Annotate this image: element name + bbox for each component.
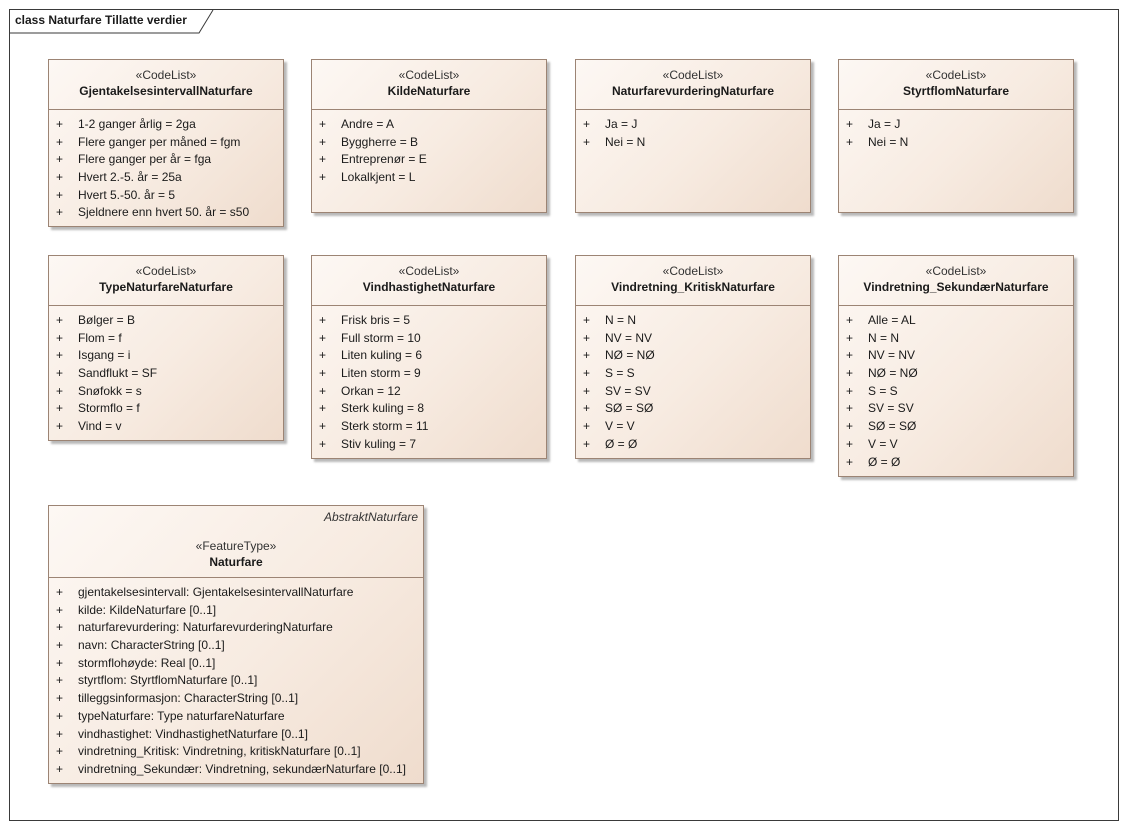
attribute[interactable]: + Byggherre = B [312,134,546,152]
attribute-list [49,110,283,222]
attribute[interactable]: + stormflohøyde: Real [0..1] [49,655,423,673]
attribute[interactable]: + Sterk kuling = 8 [312,400,546,418]
visibility-marker: + [319,134,327,149]
class-name: Naturfare [209,555,263,569]
visibility-marker: + [56,134,64,149]
class-name: Vindretning_KritiskNaturfare [611,280,775,294]
visibility-marker: + [583,436,591,451]
visibility-marker: + [56,187,64,202]
attribute[interactable]: + S = S [839,383,1073,401]
class-kilde[interactable] [311,59,547,213]
class-naturfare[interactable] [48,505,424,784]
visibility-marker: + [319,419,327,434]
visibility-marker: + [56,638,64,653]
attribute[interactable]: + Ø = Ø [576,436,810,454]
attribute[interactable]: + Flere ganger per måned = fgm [49,134,283,152]
visibility-marker: + [319,117,327,131]
attribute-list [312,306,546,454]
visibility-marker: + [319,170,327,185]
attribute[interactable]: + Liten storm = 9 [312,365,546,383]
attribute-list [576,110,810,151]
visibility-marker: + [56,620,64,635]
diagram-title: class Naturfare Tillatte verdier [15,13,187,27]
visibility-marker: + [56,170,64,185]
visibility-marker: + [846,134,854,149]
attribute[interactable]: + Entreprenør = E [312,151,546,169]
attribute-list [839,110,1073,151]
diagram-frame-tab [9,9,214,33]
attribute[interactable]: + Nei = N [839,134,1073,152]
class-name: StyrtflomNaturfare [902,84,1010,98]
visibility-marker: + [846,383,854,398]
attribute[interactable]: + Sandflukt = SF [49,365,283,383]
visibility-marker: + [56,585,64,599]
visibility-marker: + [56,708,64,723]
attribute[interactable]: + Ja = J [576,116,810,134]
attribute[interactable]: + Bølger = B [49,312,283,330]
visibility-marker: + [56,419,64,434]
stereotype-label: «FeatureType» [195,539,277,553]
class-vindretning-kritisk[interactable] [575,255,811,459]
class-vindhastighet[interactable] [311,255,547,459]
class-name: GjentakelsesintervallNaturfare [79,84,253,98]
visibility-marker: + [846,436,854,451]
visibility-marker: + [56,602,64,617]
attribute[interactable]: + Frisk bris = 5 [312,312,546,330]
class-styrtflom[interactable] [838,59,1074,213]
visibility-marker: + [319,401,327,416]
attribute[interactable]: + styrtflom: StyrtflomNaturfare [0..1] [49,672,423,690]
visibility-marker: + [56,117,64,131]
attribute[interactable]: + SV = SV [576,383,810,401]
class-name: TypeNaturfareNaturfare [99,280,233,294]
visibility-marker: + [583,366,591,381]
class-header [49,60,283,110]
class-header [312,256,546,306]
attribute[interactable]: + V = V [839,436,1073,454]
visibility-marker: + [56,383,64,398]
visibility-marker: + [56,726,64,741]
attribute[interactable]: + V = V [576,418,810,436]
visibility-marker: + [56,655,64,670]
attribute[interactable]: + gjentakelsesintervall: GjentakelsesintervallNaturfare [49,584,423,602]
attribute[interactable]: + tilleggsinformasjon: CharacterString [0..1] [49,690,423,708]
visibility-marker: + [56,152,64,167]
visibility-marker: + [846,454,854,469]
class-naturfarevurdering[interactable] [575,59,811,213]
attribute[interactable]: + Ja = J [839,116,1073,134]
attribute[interactable]: + Stormflo = f [49,400,283,418]
class-name: KildeNaturfare [387,84,471,98]
visibility-marker: + [319,436,327,451]
visibility-marker: + [583,401,591,416]
visibility-marker: + [56,744,64,759]
attribute[interactable]: + SØ = SØ [576,400,810,418]
attribute[interactable]: + Alle = AL [839,312,1073,330]
visibility-marker: + [56,205,64,220]
visibility-marker: + [846,117,854,131]
visibility-marker: + [56,313,64,327]
visibility-marker: + [56,348,64,363]
attribute[interactable]: + Liten kuling = 6 [312,347,546,365]
class-header [839,256,1073,306]
attribute[interactable]: + Sterk storm = 11 [312,418,546,436]
attribute[interactable]: + 1-2 ganger årlig = 2ga [49,116,283,134]
class-gjentakelsesintervall[interactable] [48,59,284,227]
attribute[interactable]: + Nei = N [576,134,810,152]
class-name: NaturfarevurderingNaturfare [611,84,775,98]
attribute[interactable]: + Stiv kuling = 7 [312,436,546,454]
visibility-marker: + [846,401,854,416]
attribute[interactable]: + Sjeldnere enn hvert 50. år = s50 [49,204,283,222]
stereotype-label: «CodeList» [925,264,987,278]
visibility-marker: + [319,330,327,345]
attribute[interactable]: + N = N [839,330,1073,348]
class-header [49,506,423,578]
attribute-list [312,110,546,187]
visibility-marker: + [583,348,591,363]
visibility-marker: + [583,383,591,398]
attribute[interactable]: + SØ = SØ [839,418,1073,436]
attribute[interactable]: + Snøfokk = s [49,383,283,401]
visibility-marker: + [846,348,854,363]
stereotype-label: «CodeList» [398,264,460,278]
visibility-marker: + [56,691,64,706]
visibility-marker: + [846,313,854,327]
attribute[interactable]: + Isgang = i [49,347,283,365]
attribute[interactable]: + S = S [576,365,810,383]
attribute[interactable]: + vindretning_Kritisk: Vindretning, kritiskNaturfare [0..1] [49,743,423,761]
visibility-marker: + [319,348,327,363]
visibility-marker: + [56,401,64,416]
class-header [576,256,810,306]
class-header [312,60,546,110]
visibility-marker: + [583,117,591,131]
attribute[interactable]: + vindretning_Sekundær: Vindretning, sekundærNaturfare [0..1] [49,761,423,779]
attribute[interactable]: + N = N [576,312,810,330]
attribute[interactable]: + kilde: KildeNaturfare [0..1] [49,602,423,620]
class-vindretning-sekundaer[interactable] [838,255,1074,477]
class-name: Vindretning_SekundærNaturfare [863,280,1049,294]
attribute[interactable]: + Andre = A [312,116,546,134]
visibility-marker: + [583,330,591,345]
attribute[interactable]: + Orkan = 12 [312,383,546,401]
visibility-marker: + [56,366,64,381]
visibility-marker: + [56,761,64,776]
stereotype-label: «CodeList» [135,68,197,82]
attribute[interactable]: + vindhastighet: VindhastighetNaturfare [0..1] [49,726,423,744]
visibility-marker: + [846,419,854,434]
stereotype-label: «CodeList» [662,68,724,82]
visibility-marker: + [56,673,64,688]
attribute[interactable]: + Hvert 5.-50. år = 5 [49,187,283,205]
attribute[interactable]: + typeNaturfare: Type naturfareNaturfare [49,708,423,726]
attribute[interactable]: + naturfarevurdering: NaturfarevurderingNaturfare [49,619,423,637]
stereotype-label: «CodeList» [662,264,724,278]
attribute[interactable]: + Full storm = 10 [312,330,546,348]
visibility-marker: + [846,366,854,381]
attribute-list [49,578,423,779]
visibility-marker: + [583,313,591,327]
attribute[interactable]: + NV = NV [839,347,1073,365]
visibility-marker: + [319,366,327,381]
visibility-marker: + [319,383,327,398]
attribute-list [49,306,283,436]
attribute[interactable]: + NØ = NØ [576,347,810,365]
attribute-list [839,306,1073,471]
attribute[interactable]: + NV = NV [576,330,810,348]
visibility-marker: + [583,134,591,149]
visibility-marker: + [319,152,327,167]
attribute[interactable]: + SV = SV [839,400,1073,418]
stereotype-label: «CodeList» [398,68,460,82]
parent-class-label: AbstraktNaturfare [323,510,418,524]
attribute[interactable]: + Vind = v [49,418,283,436]
visibility-marker: + [319,313,327,327]
attribute-list [576,306,810,454]
class-type-naturfare[interactable] [48,255,284,441]
stereotype-label: «CodeList» [135,264,197,278]
visibility-marker: + [56,330,64,345]
attribute[interactable]: + Flere ganger per år = fga [49,151,283,169]
class-header [576,60,810,110]
stereotype-label: «CodeList» [925,68,987,82]
class-header [839,60,1073,110]
visibility-marker: + [846,330,854,345]
attribute[interactable]: + Ø = Ø [839,454,1073,472]
attribute[interactable]: + Flom = f [49,330,283,348]
class-header [49,256,283,306]
attribute[interactable]: + Lokalkjent = L [312,169,546,187]
attribute[interactable]: + Hvert 2.-5. år = 25a [49,169,283,187]
class-name: VindhastighetNaturfare [362,280,496,294]
attribute[interactable]: + navn: CharacterString [0..1] [49,637,423,655]
visibility-marker: + [583,419,591,434]
attribute[interactable]: + NØ = NØ [839,365,1073,383]
